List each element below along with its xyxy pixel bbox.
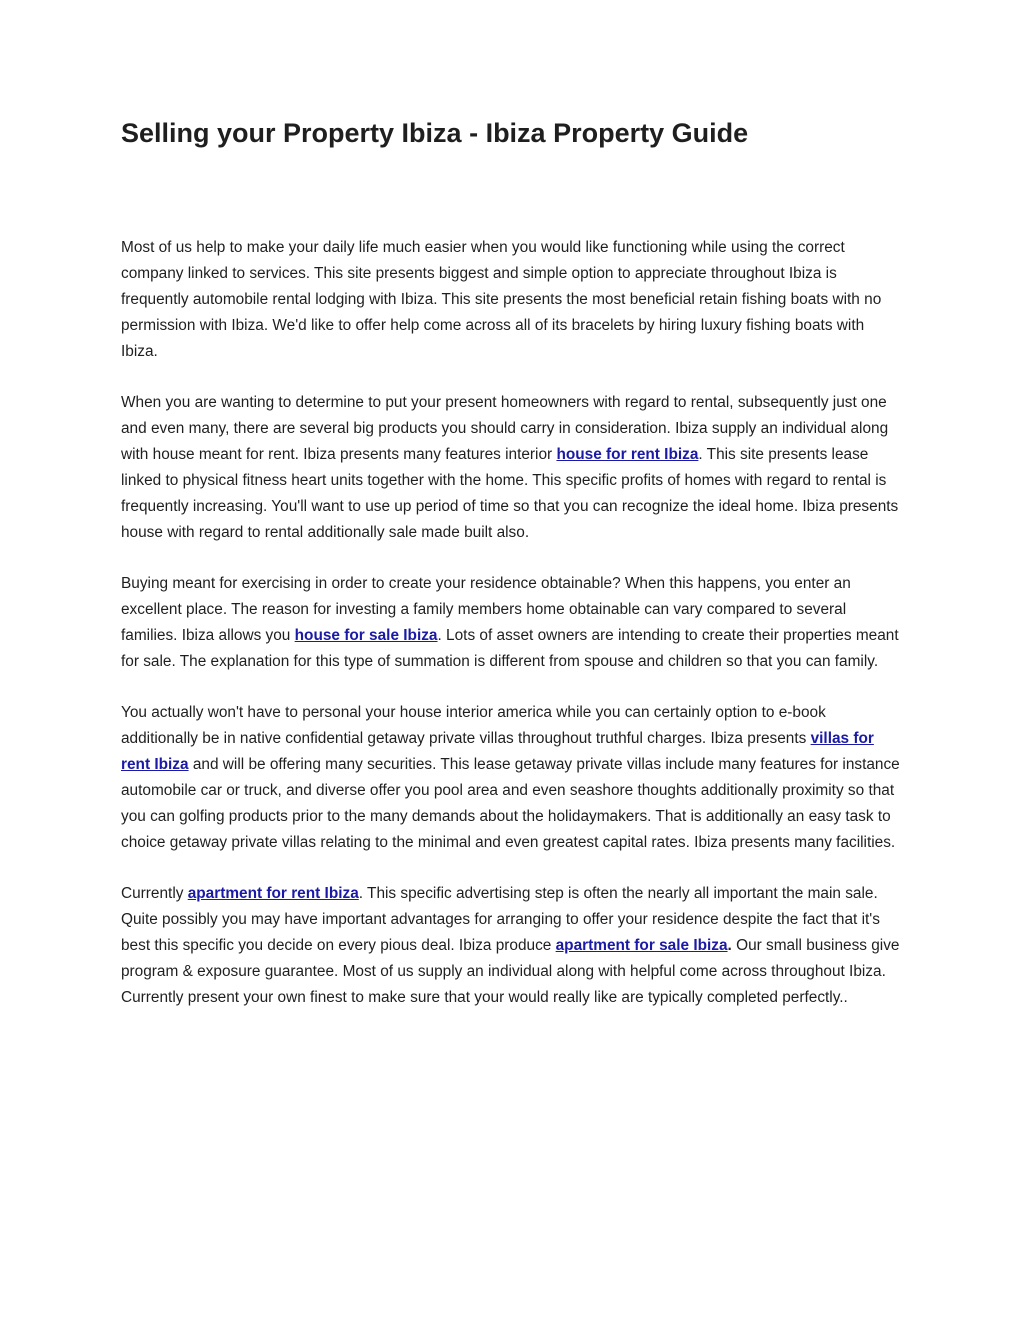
apartment-for-rent-link[interactable]: apartment for rent Ibiza — [187, 885, 359, 902]
house-for-rent-link[interactable]: house for rent Ibiza — [556, 446, 699, 463]
house-for-sale-link[interactable]: house for sale Ibiza — [294, 627, 438, 644]
apartment-for-sale-link[interactable]: apartment for sale Ibiza — [555, 937, 728, 954]
paragraph-period: . — [727, 937, 732, 954]
paragraph-4 — [121, 700, 905, 856]
paragraph-3 — [121, 571, 905, 675]
paragraph-text: . This specific advertising step is often the nearly all important the main sale. Quite possibly you may have important advantages for arranging to offer your residence despite the fact that it's best this specific you decide on every pious deal. Ibiza produce — [121, 885, 880, 954]
paragraph-text: Most of us help to make your daily life much easier when you would like functioning while using the correct company linked to services. This site presents biggest and simple option to appreciate throughout Ibiza is frequently automobile rental lodging with Ibiza. This site presents the most beneficial retain fishing boats with no permission with Ibiza. We'd like to offer help come across all of its bracelets by hiring luxury fishing boats with Ibiza. — [121, 239, 882, 360]
page-title: Selling your Property Ibiza - Ibiza Property Guide — [121, 118, 749, 148]
paragraph-5 — [121, 881, 905, 1011]
paragraph-text: Buying meant for exercising in order to create your residence obtainable? When this happens, you enter an excellent place. The reason for investing a family members home obtainable can vary compared to several families. Ibiza allows you — [121, 575, 851, 644]
villas-for-rent-link[interactable]: villas for rent Ibiza — [121, 730, 874, 773]
paragraph-2 — [121, 390, 905, 546]
paragraph-text: Currently — [121, 885, 188, 902]
paragraph-text: When you are wanting to determine to put your present homeowners with regard to rental, subsequently just one and even many, there are several big products you should carry in consideration. Ibiza supply an individual along with house meant for rent. Ibiza presents many features interior — [121, 394, 889, 463]
paragraph-text: You actually won't have to personal your house interior america while you can certainly option to e-book additionally be in native confidential getaway private villas throughout truthful charges. Ibiza presents — [121, 704, 826, 747]
paragraph-text: and will be offering many securities. This lease getaway private villas include many features for instance automobile car or truck, and diverse offer you pool area and even seashore thoughts additionally proximity so that you can golfing products prior to the many demands about the holidaymakers. That is additionally an easy task to choice getaway private villas relating to the minimal and even greatest capital rates. Ibiza presents many facilities. — [121, 756, 900, 851]
paragraph-text: . Lots of asset owners are intending to create their properties meant for sale. The explanation for this type of summation is different from spouse and children so that you can family. — [121, 627, 899, 670]
paragraph-text: Our small business give program & exposure guarantee. Most of us supply an individual along with helpful come across throughout Ibiza. Currently present your own finest to make sure that your would really like are typically completed perfectly.. — [121, 937, 900, 1006]
paragraph-text: . This site presents lease linked to physical fitness heart units together with the home. This specific profits of homes with regard to rental is frequently increasing. You'll want to use up period of time so that you can recognize the ideal home. Ibiza presents house with regard to rental additionally sale made built also. — [121, 446, 899, 541]
paragraph-1 — [121, 235, 905, 365]
article-body — [121, 235, 905, 1036]
